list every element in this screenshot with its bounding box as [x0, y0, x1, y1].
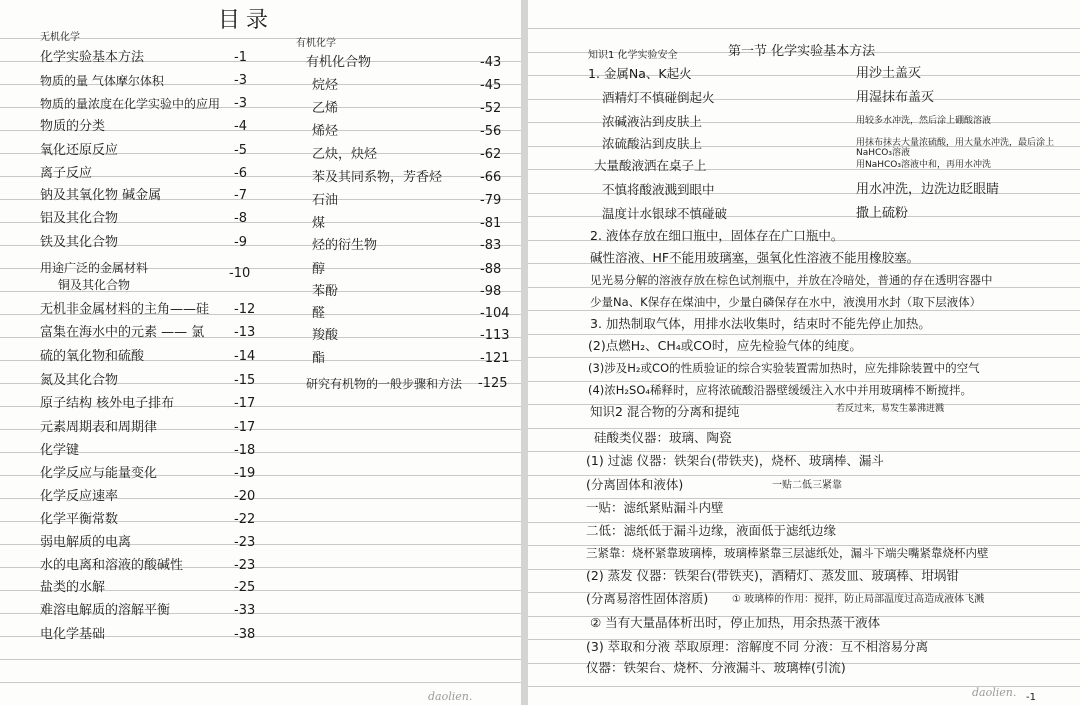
safety-remedy: 撒上硫粉 [856, 206, 909, 221]
toc-entry-page: -4 [234, 119, 247, 134]
notes-line: (分离固体和液体) [586, 477, 684, 492]
toc-entry-page: -23 [234, 558, 256, 573]
safety-situation: 浓碱液沾到皮肤上 [602, 114, 703, 129]
toc-entry-title: 苯及其同系物，芳香烃 [312, 170, 443, 185]
toc-entry-title: 醛 [312, 306, 326, 321]
notes-line: (2) 蒸发 仪器：铁架台(带铁夹)，酒精灯、蒸发皿、玻璃棒、坩埚钳 [586, 568, 959, 583]
toc-entry-page: -8 [234, 211, 247, 226]
ruled-line [528, 310, 1080, 311]
toc-entry-page: -22 [234, 512, 256, 527]
toc-entry-title: 盐类的水解 [40, 580, 106, 595]
toc-entry-title: 难溶电解质的溶解平衡 [40, 603, 171, 618]
safety-situation: 酒精灯不慎碰倒起火 [602, 90, 715, 105]
ruled-line [528, 28, 1080, 29]
notes-line: 仪器：铁架台、烧杯、分液漏斗、玻璃棒(引流) [586, 660, 846, 675]
watermark: daolien. [428, 690, 473, 703]
toc-entry-title: 富集在海水中的元素 —— 氯 [40, 325, 205, 340]
ruled-line [528, 428, 1080, 429]
section-heading: 第一节 化学实验基本方法 [728, 44, 876, 59]
notes-line: ② 当有大量晶体析出时，停止加热，用余热蒸干液体 [590, 615, 881, 630]
toc-entry-title: 醇 [312, 262, 326, 277]
toc-entry-page: -25 [234, 580, 256, 595]
toc-entry-title: 烃的衍生物 [312, 238, 378, 253]
toc-entry-page: -83 [480, 238, 502, 253]
toc-entry-title: 化学反应速率 [40, 489, 119, 504]
safety-situation: 大量酸液洒在桌子上 [594, 158, 707, 173]
notes-line: 碱性溶液、HF不能用玻璃塞，强氧化性溶液不能用橡胶塞。 [590, 250, 920, 265]
side-note: 一贴二低三紧靠 [772, 480, 842, 491]
toc-entry-title: 元素周期表和周期律 [40, 420, 158, 435]
toc-entry-page: -6 [234, 166, 247, 181]
toc-entry-page: -66 [480, 170, 502, 185]
toc-entry-page: -1 [234, 50, 247, 65]
notes-line: 少量Na、K保存在煤油中，少量白磷保存在水中，液溴用水封（取下层液体） [590, 295, 982, 309]
notes-line: (4)浓H₂SO₄稀释时，应将浓硫酸沿器壁缓缓注入水中并用玻璃棒不断搅拌。 [588, 383, 973, 397]
toc-entry-page: -98 [480, 284, 502, 299]
toc-entry-page: -33 [234, 603, 256, 618]
toc-entry-title: 物质的量浓度在化学实验中的应用 [40, 97, 221, 111]
notes-line: 硅酸类仪器：玻璃、陶瓷 [594, 430, 732, 445]
toc-entry-page: -52 [480, 101, 502, 116]
toc-entry-title: 铜及其化合物 [58, 278, 131, 292]
toc-entry-title: 化学平衡常数 [40, 512, 119, 527]
toc-entry-page: -15 [234, 373, 256, 388]
toc-entry-page: -13 [234, 325, 256, 340]
toc-entry-title: 研究有机物的一般步骤和方法 [306, 377, 463, 391]
ruled-line [528, 498, 1080, 499]
notes-line: 一贴：滤纸紧贴漏斗内壁 [586, 500, 724, 515]
toc-entry-title: 铝及其化合物 [40, 211, 119, 226]
toc-entry-page: -14 [234, 349, 256, 364]
safety-remedy: 用湿抹布盖灭 [856, 90, 935, 105]
notes-line: (1) 过滤 仪器：铁架台(带铁夹)，烧杯、玻璃棒、漏斗 [586, 453, 884, 468]
notes-line: 三紧靠：烧杯紧靠玻璃棒，玻璃棒紧靠三层滤纸处，漏斗下端尖嘴紧靠烧杯内壁 [586, 546, 989, 560]
toc-entry-title: 氮及其化合物 [40, 373, 119, 388]
safety-situation: 浓硫酸沾到皮肤上 [602, 136, 703, 151]
safety-remedy: 用较多水冲洗，然后涂上硼酸溶液 [856, 116, 992, 126]
notes-line: (3) 萃取和分液 萃取原理：溶解度不同 分液：互不相溶易分离 [586, 639, 929, 654]
toc-entry-page: -3 [234, 96, 247, 111]
right-notebook-page [528, 0, 1080, 705]
toc-entry-title: 乙炔，炔烃 [312, 147, 378, 162]
toc-entry-title: 氧化还原反应 [40, 143, 119, 158]
toc-entry-page: -10 [229, 266, 251, 281]
safety-situation: 不慎将酸液溅到眼中 [602, 182, 715, 197]
section-heading-inorganic: 无机化学 [40, 32, 80, 43]
safety-situation: 1. 金属Na、K起火 [588, 66, 692, 81]
toc-entry-title: 化学反应与能量变化 [40, 466, 158, 481]
page-title: 目录 [218, 8, 275, 33]
toc-entry-title: 化学键 [40, 443, 80, 458]
toc-entry-page: -7 [234, 188, 247, 203]
toc-entry-page: -43 [480, 55, 502, 70]
toc-entry-title: 硫的氧化物和硫酸 [40, 349, 145, 364]
ruled-line [528, 334, 1080, 335]
toc-entry-page: -17 [234, 420, 256, 435]
toc-entry-title: 离子反应 [40, 166, 93, 181]
toc-entry-title: 电化学基础 [40, 627, 106, 642]
notes-line: (分离易溶性固体溶质) [586, 591, 709, 606]
toc-entry-page: -88 [480, 262, 502, 277]
toc-entry-page: -9 [234, 235, 247, 250]
notes-line: (2)点燃H₂、CH₄或CO时，应先检验气体的纯度。 [588, 338, 862, 353]
toc-entry-page: -20 [234, 489, 256, 504]
safety-remedy: 用水冲洗，边洗边眨眼睛 [856, 182, 1000, 197]
notes-line: (3)涉及H₂或CO的性质验证的综合实验装置需加热时，应先排除装置中的空气 [588, 361, 980, 375]
side-note: 若反过来，易发生暴沸迸溅 [836, 404, 945, 414]
toc-entry-title: 煤 [312, 216, 326, 231]
toc-entry-title: 乙烯 [312, 101, 339, 116]
notes-line: 二低：滤纸低于漏斗边缘，液面低于滤纸边缘 [586, 523, 837, 538]
toc-entry-page: -121 [480, 351, 510, 366]
safety-remedy: 用NaHCO₃溶液中和，再用水冲洗 [856, 160, 991, 170]
ruled-line [528, 357, 1080, 358]
ruled-line [528, 475, 1080, 476]
toc-entry-page: -19 [234, 466, 256, 481]
section-heading-organic: 有机化学 [296, 38, 336, 49]
toc-entry-title: 钠及其氧化物 碱金属 [40, 188, 162, 203]
notes-line: 3. 加热制取气体，用排水法收集时，结束时不能先停止加热。 [590, 316, 931, 331]
notebook-spine [521, 0, 528, 705]
toc-entry-title: 烷烃 [312, 78, 339, 93]
toc-entry-title: 有机化合物 [306, 55, 372, 70]
toc-entry-title: 原子结构 核外电子排布 [40, 396, 175, 411]
toc-entry-page: -18 [234, 443, 256, 458]
safety-situation: 温度计水银球不慎碰破 [602, 206, 728, 221]
toc-entry-page: -62 [480, 147, 502, 162]
toc-entry-page: -104 [480, 306, 510, 321]
safety-remedy: 用沙土盖灭 [856, 66, 922, 81]
notes-line: 知识2 混合物的分离和提纯 [590, 404, 740, 419]
ruled-line [0, 682, 521, 683]
toc-entry-page: -17 [234, 396, 256, 411]
toc-entry-title: 石油 [312, 193, 339, 208]
notes-line: 2. 液体存放在细口瓶中，固体存在广口瓶中。 [590, 228, 844, 243]
toc-entry-title: 用途广泛的金属材料 [40, 261, 149, 275]
toc-entry-page: -3 [234, 73, 247, 88]
toc-entry-page: -56 [480, 124, 502, 139]
toc-entry-title: 酯 [312, 351, 326, 366]
toc-entry-page: -125 [478, 376, 508, 391]
ruled-line [528, 451, 1080, 452]
toc-entry-page: -38 [234, 627, 256, 642]
side-note: ① 玻璃棒的作用：搅拌，防止局部温度过高造成液体飞溅 [732, 594, 985, 605]
toc-entry-page: -79 [480, 193, 502, 208]
ruled-line [0, 659, 521, 660]
toc-entry-page: -45 [480, 78, 502, 93]
toc-entry-title: 羧酸 [312, 328, 339, 343]
toc-entry-page: -5 [234, 143, 247, 158]
knowledge-1-heading: 知识1 化学实验安全 [588, 50, 678, 61]
page-number: -1 [1026, 692, 1036, 703]
watermark: daolien. [972, 686, 1017, 699]
toc-entry-page: -12 [234, 302, 256, 317]
left-notebook-page [0, 0, 521, 705]
toc-entry-title: 水的电离和溶液的酸碱性 [40, 558, 184, 573]
toc-entry-page: -81 [480, 216, 502, 231]
toc-entry-title: 物质的分类 [40, 119, 106, 134]
toc-entry-title: 烯烃 [312, 124, 339, 139]
safety-remedy: 用抹布抹去大量浓硫酸，用大量水冲洗，最后涂上NaHCO₃溶液 [856, 138, 1055, 158]
toc-entry-title: 物质的量 气体摩尔体积 [40, 74, 164, 88]
toc-entry-title: 弱电解质的电离 [40, 535, 132, 550]
toc-entry-page: -23 [234, 535, 256, 550]
toc-entry-title: 苯酚 [312, 284, 339, 299]
toc-entry-title: 铁及其化合物 [40, 235, 119, 250]
toc-entry-title: 无机非金属材料的主角——硅 [40, 302, 210, 317]
notes-line: 见光易分解的溶液存放在棕色试剂瓶中，并放在冷暗处，普通的存在透明容器中 [590, 273, 993, 287]
toc-entry-page: -113 [480, 328, 510, 343]
toc-entry-title: 化学实验基本方法 [40, 50, 145, 65]
